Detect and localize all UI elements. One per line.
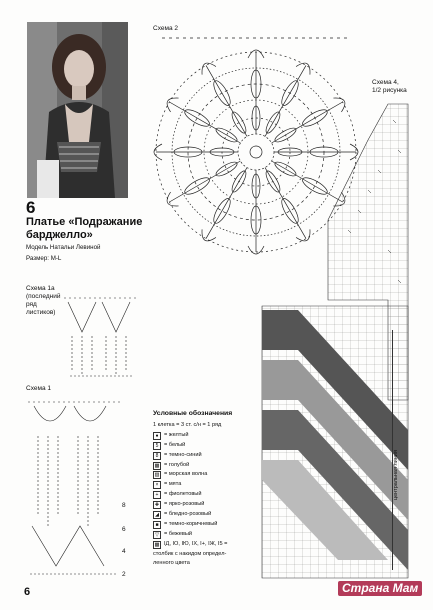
pattern-title [26, 216, 142, 241]
legend-text: = бежевый [164, 530, 192, 537]
model-photo-illustration [27, 22, 128, 198]
center-line-label: центральная линия [393, 450, 399, 500]
legend-row [153, 461, 227, 471]
legend-row [153, 470, 227, 480]
symbol-swatch: ▨ [154, 472, 160, 479]
legend-row [153, 559, 227, 569]
row-number: 6 [122, 526, 126, 533]
legend-text: = желтый [164, 431, 189, 438]
scheme-4-label-2: 1/2 рисунка [372, 87, 407, 94]
page-number: 6 [24, 586, 31, 598]
symbol-swatch: ▽ [153, 531, 161, 539]
symbol-swatch: 8 [153, 452, 161, 460]
legend-text: = ярко-розовый [164, 501, 205, 508]
scheme-1a-label-4: листиков) [26, 309, 56, 316]
legend-row [153, 550, 227, 560]
legend-row [153, 490, 227, 500]
symbol-swatch: ◢ [153, 511, 161, 519]
symbol-swatch: ▩ [154, 541, 160, 548]
symbol-swatch: ■ [153, 521, 161, 529]
legend-row [153, 421, 227, 431]
legend-text: 1 клетка = 3 ст. с/н = 1 ряд [153, 422, 222, 428]
scheme-1-label: Схема 1 [26, 385, 51, 392]
legend-row [153, 441, 227, 451]
symbol-swatch: + [153, 491, 161, 499]
symbol-swatch: ✚ [154, 502, 160, 509]
legend-row [153, 510, 227, 520]
legend-text: = бледно-розовый [164, 511, 212, 518]
legend-row [153, 500, 227, 510]
legend-row [153, 431, 227, 441]
pattern-number: 6 [26, 198, 36, 217]
scheme-4-label-1: Схема 4, [372, 79, 399, 86]
model-author: Модель Натальи Левиной [26, 244, 101, 251]
scheme-1a-label-1: Схема 1а [26, 285, 55, 292]
legend-title: Условные обозначения [153, 410, 233, 417]
legend [153, 421, 227, 569]
legend-row [153, 530, 227, 540]
legend-text: = темно-коричневый [164, 520, 218, 527]
watermark-logo: Страна Мам [338, 581, 422, 596]
legend-text: = фиолетовый [164, 491, 202, 498]
legend-text: ленного цвета [153, 560, 190, 567]
legend-text: IД, IО, IЮ, IХ, I+, IЖ, I5 = [164, 540, 228, 547]
legend-row [153, 520, 227, 530]
row-number: 2 [122, 571, 126, 578]
row-number: 4 [122, 548, 126, 555]
legend-text: = морская волна [164, 471, 208, 478]
scheme-1-diagram [26, 396, 122, 582]
scheme-2-label: Схема 2 [153, 25, 178, 32]
title-line-2: барджелло» [26, 228, 93, 241]
scheme-1a-label-3: ряд [26, 301, 37, 308]
legend-text: = белый [164, 441, 186, 448]
symbol-swatch: ● [153, 432, 161, 440]
legend-row [153, 480, 227, 490]
scheme-1a-diagram [62, 292, 140, 382]
legend-text: = голубой [164, 461, 190, 468]
legend-text: = темно-синий [164, 451, 202, 458]
legend-row [153, 451, 227, 461]
title-line-1: Платье «Подражание [26, 216, 143, 228]
symbol-swatch: 5 [153, 442, 161, 450]
size-info: Размер: M-L [26, 255, 62, 262]
legend-text: = мята [164, 481, 182, 488]
legend-text: столбик с накидом определ- [153, 550, 227, 557]
scheme-1a-label-2: (последний [26, 293, 61, 300]
scheme-4-grid [238, 100, 410, 580]
symbol-swatch: ▩ [154, 462, 160, 469]
model-photo [27, 22, 128, 198]
row-number: 8 [122, 502, 126, 509]
legend-row [153, 540, 227, 550]
symbol-swatch: × [153, 481, 161, 489]
